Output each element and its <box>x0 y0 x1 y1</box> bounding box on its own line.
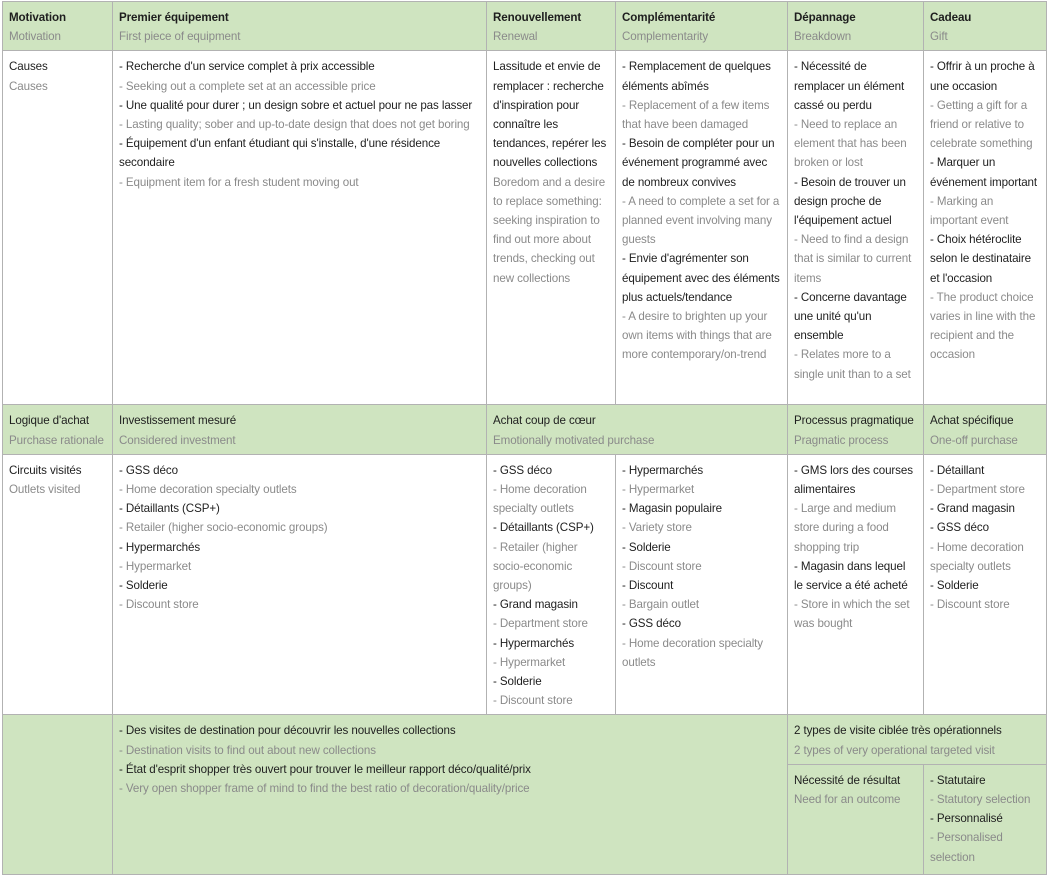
entry-fr: - Détaillants (CSP+) <box>119 502 220 516</box>
outlets-cell <box>487 454 616 715</box>
header-cell-motivation <box>3 2 113 51</box>
label-en: Causes <box>9 79 48 93</box>
entry-fr: - Magasin dans lequel le service a été acheté <box>794 559 908 593</box>
summary-selection-cell <box>924 764 1047 874</box>
entry-en: - A desire to brighten up your own items with things that are more contemporary/on-trend <box>622 310 772 362</box>
entry-fr: - Solderie <box>930 579 979 593</box>
rationale-row <box>3 405 1047 454</box>
entry-fr: - État d'esprit shopper très ouvert pour trouver le meilleur rapport déco/qualité/prix <box>119 762 531 776</box>
entry-en: - Home decoration specialty outlets <box>493 483 587 516</box>
entry-en: - Hypermarket <box>622 483 695 497</box>
need-fr: Nécessité de résultat <box>794 773 901 787</box>
header-fr: Motivation <box>9 11 66 24</box>
header-cell-breakdown <box>788 2 924 51</box>
entry-en: - Getting a gift for a friend or relative to celebrate something <box>930 98 1033 151</box>
entry-fr: - Choix hétéroclite selon le destinataire et l'occasion <box>930 233 1032 285</box>
entry-fr: - Statutaire <box>930 773 986 787</box>
outlets-row <box>3 454 1047 715</box>
motivation-table <box>2 1 1047 875</box>
header-cell-first-equipment <box>113 2 487 51</box>
entry-en: - Store in which the set was bought <box>794 598 910 631</box>
label-fr: Causes <box>9 60 48 74</box>
header-fr: Dépannage <box>794 11 856 24</box>
need-en: Need for an outcome <box>794 793 901 807</box>
rationale-fr: Investissement mesuré <box>119 414 237 428</box>
entry-en: - Need to replace an element that has been broken or lost <box>794 118 907 170</box>
causes-cell <box>788 51 924 405</box>
causes-row <box>3 51 1047 405</box>
entry-fr: - GSS déco <box>493 463 552 477</box>
header-en: Breakdown <box>794 30 852 44</box>
header-en: Gift <box>930 30 948 44</box>
entry-en: - Relates more to a single unit than to a set <box>794 348 911 381</box>
entry-fr: - Personnalisé <box>930 812 1003 826</box>
rationale-fr: Processus pragmatique <box>794 414 914 428</box>
entry-en: - Discount store <box>930 598 1010 612</box>
header-fr: Cadeau <box>930 11 972 24</box>
entry-en: - Destination visits to find out about new collections <box>119 743 376 757</box>
entry-en: - A need to complete a set for a planned event involving many guests <box>622 194 780 247</box>
header-cell-complementarity <box>616 2 788 51</box>
summary-need-cell <box>788 764 924 874</box>
row-label-causes <box>3 51 113 405</box>
entry-fr: - Solderie <box>493 675 542 689</box>
header-row <box>3 2 1047 51</box>
summary-left-cell <box>113 715 788 874</box>
entry-fr: - Nécessité de remplacer un élément cassé ou perdu <box>794 60 905 112</box>
rationale-en: Considered investment <box>119 433 236 447</box>
entry-fr: - Solderie <box>119 579 168 593</box>
header-fr: Complémentarité <box>622 11 716 24</box>
rationale-en: One-off purchase <box>930 433 1018 447</box>
header-en: Motivation <box>9 30 61 44</box>
entry-fr: - Équipement d'un enfant étudiant qui s'installe, d'une résidence secondaire <box>119 137 441 170</box>
entry-en: - Equipment item for a fresh student moving out <box>119 175 359 189</box>
outlets-cell <box>113 454 487 715</box>
entry-fr: - GSS déco <box>930 521 989 535</box>
entry-fr: - Hypermarchés <box>622 463 704 477</box>
entry-en: - Home decoration specialty outlets <box>119 483 297 497</box>
header-en: Renewal <box>493 30 538 44</box>
entry-en: - Discount store <box>119 598 199 612</box>
entry-fr: - Offrir à un proche à une occasion <box>930 60 1035 93</box>
header-fr: Renouvellement <box>493 11 582 24</box>
entry-fr: - Hypermarchés <box>493 636 575 650</box>
entry-en: Boredom and a desire to replace something: seeking inspiration to find out more about trends, checking out new collections <box>493 175 606 285</box>
outlets-cell <box>924 454 1047 715</box>
entry-en: - Discount store <box>493 694 573 708</box>
entry-fr: - Marquer un événement important <box>930 156 1038 189</box>
rationale-en: Pragmatic process <box>794 433 889 447</box>
summary-head-fr: 2 types de visite ciblée très opérationnels <box>794 724 1002 738</box>
entry-en: - Variety store <box>622 521 692 535</box>
label-fr: Circuits visités <box>9 463 82 477</box>
entry-fr: - Besoin de compléter pour un événement programmé avec de nombreux convives <box>622 137 775 189</box>
entry-en: - Large and medium store during a food shopping trip <box>794 502 896 554</box>
entry-en: - Discount store <box>622 559 702 573</box>
entry-en: - Hypermarket <box>119 559 192 573</box>
entry-en: - The product choice varies in line with the recipient and the occasion <box>930 290 1036 362</box>
entry-fr: - Des visites de destination pour découvrir les nouvelles collections <box>119 724 456 738</box>
entry-en: - Very open shopper frame of mind to find the best ratio of decoration/quality/price <box>119 782 530 796</box>
label-en: Outlets visited <box>9 483 81 497</box>
entry-fr: - Magasin populaire <box>622 502 722 516</box>
entry-fr: - Grand magasin <box>930 502 1015 516</box>
entry-en: - Seeking out a complete set at an accessible price <box>119 79 376 93</box>
rationale-cell <box>924 405 1047 454</box>
causes-cell <box>113 51 487 405</box>
entry-en: - Need to find a design that is similar to current items <box>794 233 912 285</box>
header-en: First piece of equipment <box>119 30 241 44</box>
rationale-cell <box>487 405 788 454</box>
header-en: Complementarity <box>622 30 709 44</box>
entry-fr: - Besoin de trouver un design proche de l'équipement actuel <box>794 175 906 228</box>
row-label-outlets <box>3 454 113 715</box>
entry-fr: - Hypermarchés <box>119 540 201 554</box>
entry-en: - Personalised selection <box>930 831 1003 864</box>
outlets-cell <box>616 454 788 715</box>
summary-row-top <box>3 715 1047 764</box>
header-cell-renewal <box>487 2 616 51</box>
entry-en: - Replacement of a few items that have been damaged <box>622 98 770 132</box>
entry-en: - Home decoration specialty outlets <box>622 636 763 669</box>
entry-en: - Department store <box>493 617 588 631</box>
entry-fr: - Envie d'agrémenter son équipement avec des éléments plus actuels/tendance <box>622 252 780 304</box>
rationale-cell <box>788 405 924 454</box>
entry-fr: - Une qualité pour durer ; un design sobre et actuel pour ne pas lasser <box>119 98 473 112</box>
entry-en: - Home decoration specialty outlets <box>930 540 1024 573</box>
entry-fr: - GSS déco <box>119 463 178 477</box>
entry-fr: - Discount <box>622 579 674 593</box>
summary-empty-label <box>3 715 113 874</box>
entry-fr: - Détaillant <box>930 463 985 477</box>
entry-en: - Statutory selection <box>930 793 1031 807</box>
entry-en: - Marking an important event <box>930 194 1009 228</box>
rationale-fr: Achat spécifique <box>930 414 1014 428</box>
entry-fr: - GSS déco <box>622 617 681 631</box>
entry-en: - Retailer (higher socio-economic groups) <box>119 521 328 535</box>
entry-fr: - Concerne davantage une unité qu'un ensemble <box>794 290 907 343</box>
entry-fr: - Remplacement de quelques éléments abîmés <box>622 60 771 93</box>
label-fr: Logique d'achat <box>9 414 90 428</box>
summary-right-head <box>788 715 1047 764</box>
entry-fr: - Recherche d'un service complet à prix accessible <box>119 60 375 74</box>
rationale-cell <box>113 405 487 454</box>
rationale-fr: Achat coup de cœur <box>493 414 596 428</box>
rationale-en: Emotionally motivated purchase <box>493 433 655 447</box>
entry-fr: - Solderie <box>622 540 671 554</box>
entry-fr: - GMS lors des courses alimentaires <box>794 463 913 497</box>
entry-en: - Lasting quality; sober and up-to-date design that does not get boring <box>119 118 470 132</box>
label-en: Purchase rationale <box>9 433 104 447</box>
entry-fr: - Grand magasin <box>493 598 578 612</box>
header-cell-gift <box>924 2 1047 51</box>
entry-fr: - Détaillants (CSP+) <box>493 521 594 535</box>
header-fr: Premier équipement <box>119 11 229 24</box>
entry-en: - Department store <box>930 483 1025 497</box>
entry-en: - Retailer (higher socio-economic groups) <box>493 540 578 593</box>
row-label-rationale <box>3 405 113 454</box>
entry-en: - Bargain outlet <box>622 598 700 612</box>
outlets-cell <box>788 454 924 715</box>
causes-cell <box>616 51 788 405</box>
causes-cell <box>487 51 616 405</box>
causes-cell <box>924 51 1047 405</box>
entry-fr: Lassitude et envie de remplacer : recherche d'inspiration pour connaître les tendances, repérer les nouvelles collections <box>493 60 607 170</box>
summary-head-en: 2 types of very operational targeted visit <box>794 743 995 757</box>
entry-en: - Hypermarket <box>493 655 566 669</box>
